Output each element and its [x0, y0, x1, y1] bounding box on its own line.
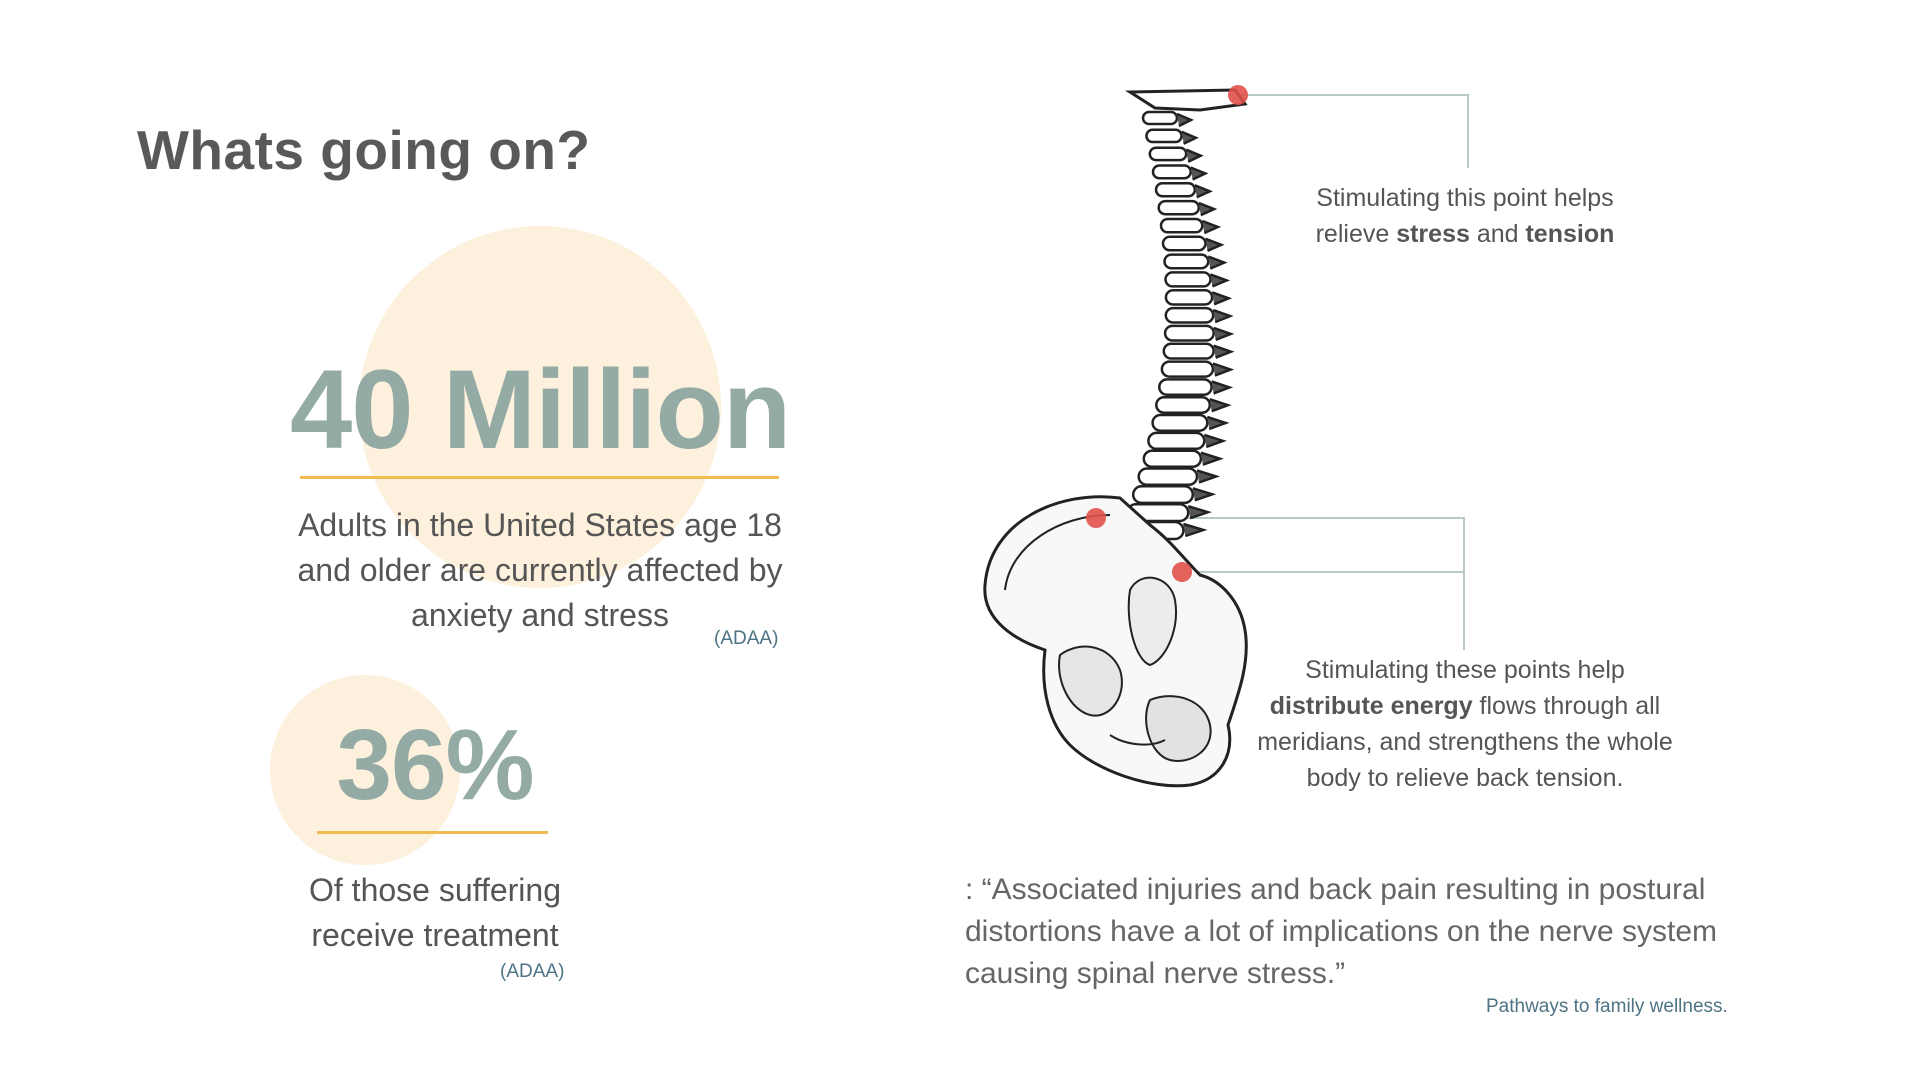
vertebra	[1150, 148, 1186, 160]
vertebra-process	[1214, 328, 1231, 340]
vertebra	[1162, 362, 1213, 377]
stat-adults-description: Adults in the United States age 18 and older are currently affected by anxiety and stress	[297, 507, 783, 633]
vertebra-process	[1208, 257, 1224, 269]
vertebra	[1153, 166, 1191, 179]
vertebra-process	[1214, 346, 1231, 358]
vertebra-process	[1213, 364, 1231, 376]
vertebra-process	[1188, 506, 1208, 518]
quote-source: Pathways to family wellness.	[1486, 996, 1728, 1017]
vertebra-process	[1201, 453, 1220, 465]
stat-treatment-value: 36%	[336, 709, 534, 821]
vertebra-process	[1177, 114, 1191, 126]
vertebra-process	[1186, 150, 1201, 162]
vertebra-process	[1183, 524, 1203, 536]
vertebra	[1159, 379, 1211, 394]
page-title: Whats going on?	[137, 119, 591, 181]
stat-treatment-description: Of those suffering receive treatment	[309, 872, 561, 953]
vertebra	[1156, 397, 1210, 413]
quote-text: : “Associated injuries and back pain resulting in postural distortions have a lot of implications on the nerve system causing spinal nerve stress.”	[965, 873, 1718, 990]
vertebra-process	[1210, 274, 1226, 286]
stat-adults-source: (ADAA)	[714, 628, 779, 649]
vertebra	[1146, 130, 1181, 142]
point-sacrum	[1172, 562, 1192, 582]
vertebra-process	[1212, 381, 1230, 393]
stat-treatment-source: (ADAA)	[500, 961, 565, 982]
stat-adults-value: 40 Million	[290, 347, 791, 472]
vertebra	[1144, 451, 1201, 467]
vertebra	[1133, 486, 1193, 503]
vertebra	[1148, 433, 1204, 449]
vertebra-process	[1213, 310, 1230, 322]
vertebra-process	[1207, 417, 1225, 429]
connector-top	[1238, 95, 1468, 168]
vertebra-process	[1191, 168, 1206, 180]
vertebra	[1139, 469, 1197, 485]
vertebra	[1163, 237, 1206, 251]
vertebra-process	[1204, 435, 1223, 447]
callout-energy-points: Stimulating these points help distribute energy flows through all meridians, and strengthens the whole body to relieve back tension.	[1257, 656, 1673, 792]
vertebra-process	[1212, 292, 1229, 304]
vertebra-process	[1202, 221, 1218, 233]
vertebra	[1164, 344, 1214, 359]
vertebra	[1153, 415, 1208, 431]
callout-stress-point: Stimulating this point helps relieve stress and tension	[1315, 184, 1615, 248]
vertebra	[1165, 255, 1209, 269]
vertebra-process	[1182, 132, 1196, 144]
vertebra	[1166, 308, 1213, 322]
vertebra-process	[1193, 488, 1213, 500]
vertebra	[1143, 112, 1177, 124]
vertebra-process	[1197, 471, 1216, 483]
point-hip	[1086, 508, 1106, 528]
spine-icon	[985, 90, 1247, 786]
vertebra	[1165, 326, 1214, 341]
vertebra-process	[1210, 399, 1228, 411]
vertebra-process	[1206, 239, 1222, 251]
vertebra	[1166, 290, 1212, 304]
vertebra	[1159, 201, 1199, 214]
vertebra-process	[1199, 203, 1214, 215]
vertebra	[1166, 272, 1211, 286]
point-neck	[1228, 85, 1248, 105]
vertebra-process	[1195, 185, 1210, 197]
vertebra	[1161, 219, 1202, 232]
vertebra	[1156, 183, 1195, 196]
